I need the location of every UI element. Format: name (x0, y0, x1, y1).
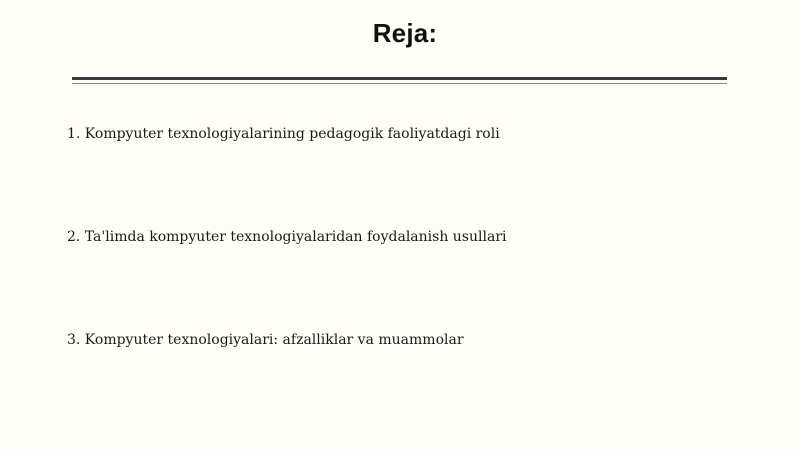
plan-item-1: 1. Kompyuter texnologiyalarining pedagogik faoliyatdagi roli (67, 126, 500, 142)
plan-item-3: 3. Kompyuter texnologiyalari: afzalliklar va muammolar (67, 332, 464, 348)
title-divider-thick (72, 77, 727, 80)
slide-title: Reja: (372, 18, 438, 48)
plan-item-2: 2. Ta'limda kompyuter texnologiyalaridan foydalanish usullari (67, 229, 507, 245)
title-divider-thin (72, 83, 727, 84)
